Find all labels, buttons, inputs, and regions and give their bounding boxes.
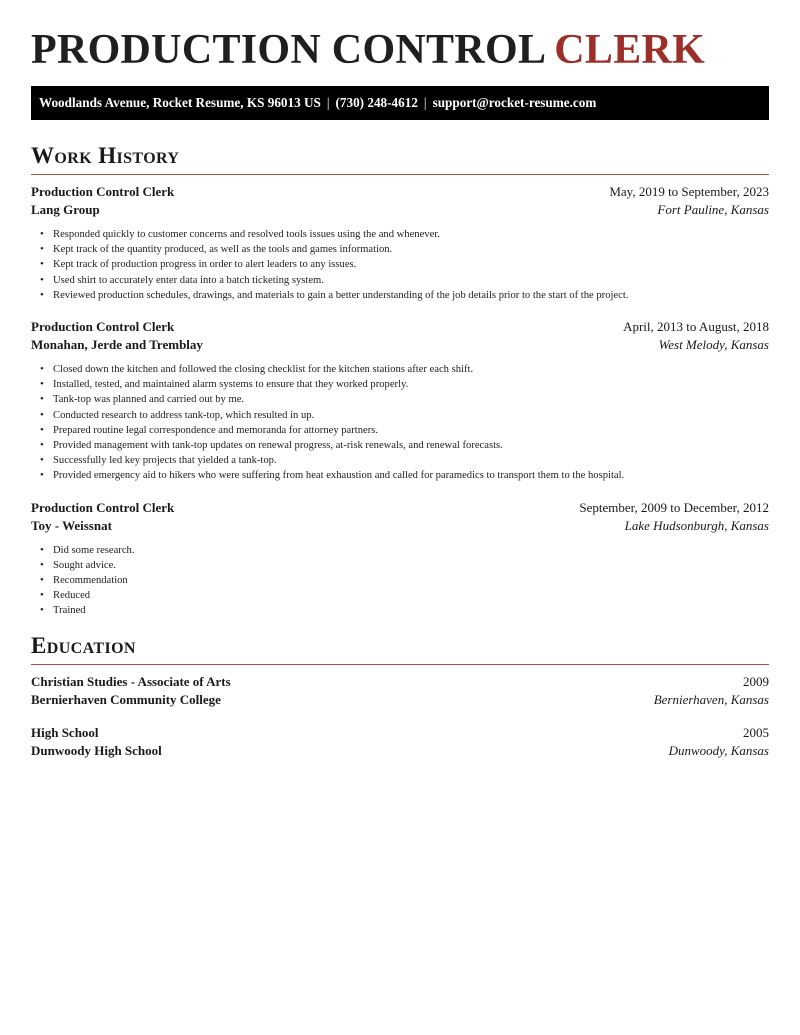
job-dates: May, 2019 to September, 2023 bbox=[609, 184, 769, 199]
education-school-row bbox=[31, 742, 769, 760]
job-bullet: • Trained bbox=[53, 603, 769, 618]
job-company: Toy - Weissnat bbox=[31, 517, 112, 533]
job-bullet: • Sought advice. bbox=[53, 558, 769, 573]
job-bullet: • Closed down the kitchen and followed the closing checklist for the kitchen stations after each shift. bbox=[53, 362, 769, 377]
job-location: West Melody, Kansas bbox=[658, 337, 769, 353]
job-entry bbox=[31, 499, 769, 619]
job-location: Fort Pauline, Kansas bbox=[657, 202, 769, 217]
job-bullet: • Tank-top was planned and carried out by me. bbox=[53, 392, 769, 407]
job-company: Lang Group bbox=[31, 202, 100, 217]
job-bullet: • Reduced bbox=[53, 588, 769, 603]
contact-separator: | bbox=[423, 95, 427, 110]
education-school: Dunwoody High School bbox=[31, 742, 162, 758]
job-company-row bbox=[31, 517, 769, 535]
title-accent: CLERK bbox=[554, 27, 706, 73]
job-bullets bbox=[31, 543, 769, 619]
job-header-row bbox=[31, 499, 769, 517]
job-entry bbox=[31, 318, 769, 484]
education-heading: Education bbox=[31, 632, 769, 665]
job-dates: September, 2009 to December, 2012 bbox=[579, 499, 769, 515]
education-header-row bbox=[31, 724, 769, 742]
education-year: 2009 bbox=[743, 673, 769, 689]
job-bullet: • Did some research. bbox=[53, 543, 769, 558]
title-primary: PRODUCTION CONTROL bbox=[31, 27, 547, 73]
job-bullets bbox=[31, 227, 769, 303]
education-degree: Christian Studies - Associate of Arts bbox=[31, 673, 231, 689]
job-bullet: • Prepared routine legal correspondence and memoranda for attorney partners. bbox=[53, 423, 769, 438]
job-bullet: • Successfully led key projects that yielded a tank-top. bbox=[53, 453, 769, 468]
job-title: Production Control Clerk bbox=[31, 184, 175, 199]
job-header-row bbox=[31, 318, 769, 336]
job-bullet: • Reviewed production schedules, drawings, and materials to gain a better understanding of the job details prior to the start of the project. bbox=[53, 288, 769, 303]
education-entry bbox=[31, 724, 769, 760]
job-location: Lake Hudsonburgh, Kansas bbox=[624, 517, 769, 533]
job-company: Monahan, Jerde and Tremblay bbox=[31, 337, 203, 353]
job-bullet: • Responded quickly to customer concerns and resolved tools issues using the and whenever. bbox=[53, 227, 769, 242]
education-degree: High School bbox=[31, 724, 99, 740]
job-bullet: • Installed, tested, and maintained alarm systems to ensure that they worked properly. bbox=[53, 377, 769, 392]
education-header-row bbox=[31, 673, 769, 691]
job-company-row bbox=[31, 336, 769, 354]
job-header-row bbox=[31, 183, 769, 201]
education-location: Dunwoody, Kansas bbox=[668, 742, 769, 758]
job-title: Production Control Clerk bbox=[31, 499, 175, 515]
contact-email: support@rocket-resume.com bbox=[432, 95, 597, 110]
job-dates: April, 2013 to August, 2018 bbox=[623, 319, 769, 335]
job-bullet: • Kept track of production progress in order to alert leaders to any issues. bbox=[53, 257, 769, 272]
job-entry bbox=[31, 183, 769, 303]
job-bullets bbox=[31, 362, 769, 484]
education-school: Bernierhaven Community College bbox=[31, 691, 221, 707]
education-school-row bbox=[31, 691, 769, 709]
contact-address: Woodlands Avenue, Rocket Resume, KS 96013 US bbox=[39, 95, 321, 110]
job-bullet: • Conducted research to address tank-top, which resulted in up. bbox=[53, 408, 769, 423]
job-bullet: • Kept track of the quantity produced, as well as the tools and games information. bbox=[53, 242, 769, 257]
job-bullet: • Provided management with tank-top updates on renewal progress, at-risk renewals, and renewal forecasts. bbox=[53, 438, 769, 453]
contact-phone: (730) 248-4612 bbox=[335, 95, 418, 110]
contact-bar bbox=[31, 86, 769, 120]
job-bullet: • Used shirt to accurately enter data into a batch ticketing system. bbox=[53, 273, 769, 288]
job-company-row bbox=[31, 201, 769, 219]
contact-separator: | bbox=[326, 95, 330, 110]
education-year: 2005 bbox=[743, 724, 769, 740]
work-history-heading: Work History bbox=[31, 142, 769, 175]
education-entry bbox=[31, 673, 769, 709]
page-title bbox=[31, 0, 769, 78]
education-location: Bernierhaven, Kansas bbox=[653, 691, 769, 707]
job-bullet: • Recommendation bbox=[53, 573, 769, 588]
job-title: Production Control Clerk bbox=[31, 319, 175, 335]
job-bullet: • Provided emergency aid to hikers who were suffering from heat exhaustion and called for paramedics to transport them to the hospital. bbox=[53, 468, 769, 483]
